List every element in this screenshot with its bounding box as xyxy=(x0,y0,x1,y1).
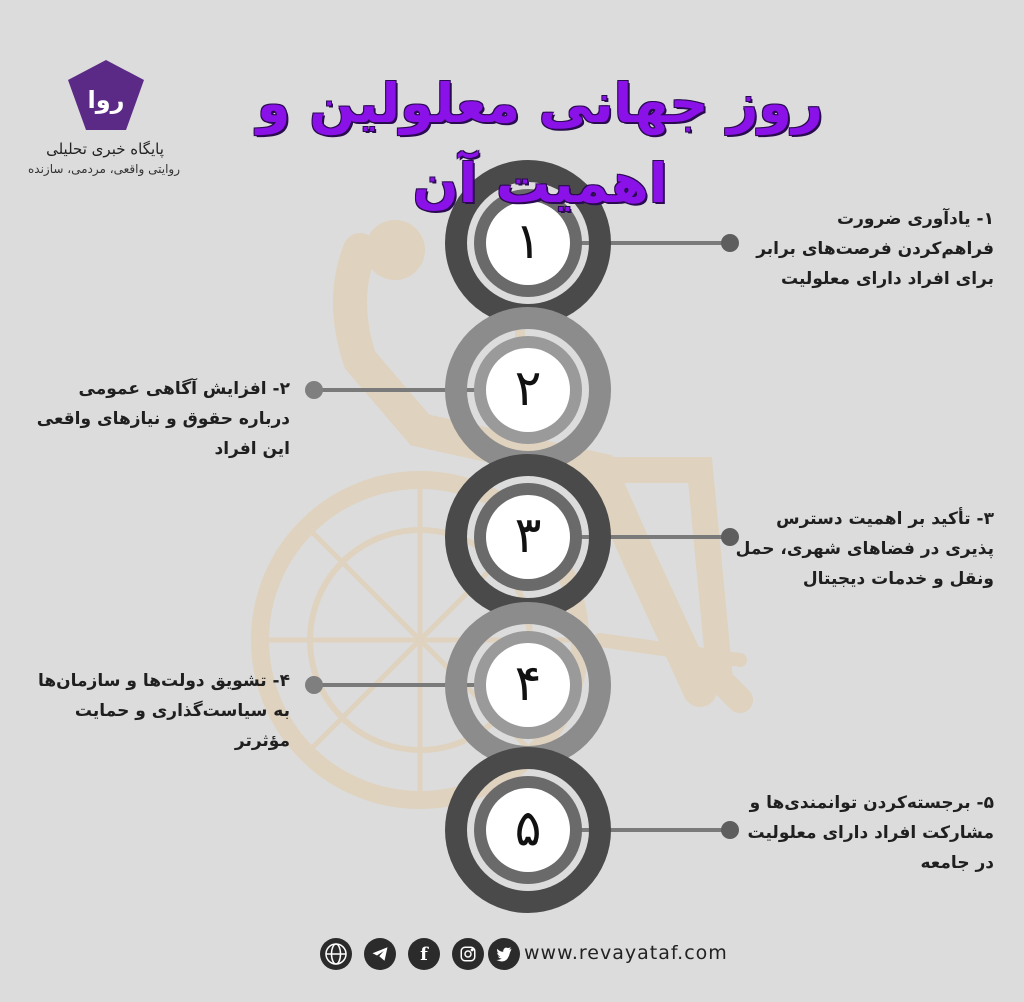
brand-logo xyxy=(66,58,146,132)
logo-text: روا xyxy=(87,86,125,114)
step-number-5: ۵ xyxy=(514,799,542,857)
step-text-4: ۴- تشویق دولت‌ها و سازمان‌ها به سیاست‌گذاری و حمایت مؤثرتر xyxy=(37,671,290,751)
step-text-5: ۵- برجسته‌کردن توانمندی‌ها و مشارکت افراد دارای معلولیت در جامعه xyxy=(747,793,994,873)
telegram-icon[interactable] xyxy=(364,938,396,970)
step-text-2: ۲- افزایش آگاهی عمومی درباره حقوق و نیازهای واقعی این افراد xyxy=(36,379,290,459)
step-text-3: ۳- تأکید بر اهمیت دسترس پذیری در فضاهای شهری، حمل ونقل و خدمات دیجیتال xyxy=(735,509,994,589)
brand-tagline: روایتی واقعی، مردمی، سازنده xyxy=(28,162,180,176)
facebook-icon[interactable]: f xyxy=(408,938,440,970)
step-number-4: ۴ xyxy=(514,654,542,712)
connector-dot-4 xyxy=(305,676,323,694)
footer xyxy=(316,936,736,976)
website-url[interactable]: www.revayataf.com xyxy=(524,942,728,964)
step-number-3: ۳ xyxy=(514,506,542,564)
web-icon[interactable] xyxy=(320,938,352,970)
connector-dot-2 xyxy=(305,381,323,399)
instagram-icon[interactable] xyxy=(452,938,484,970)
twitter-icon[interactable] xyxy=(488,938,520,970)
step-number-2: ۲ xyxy=(514,359,542,417)
step-text-1: ۱- یادآوری ضرورت فراهم‌کردن فرصت‌های برابر برای افراد دارای معلولیت xyxy=(756,209,994,289)
brand-name: پایگاه خبری تحلیلی xyxy=(46,140,164,158)
step-number-1: ۱ xyxy=(514,212,542,270)
page-title: روز جهانی معلولین و اهمیت آن xyxy=(256,72,824,215)
